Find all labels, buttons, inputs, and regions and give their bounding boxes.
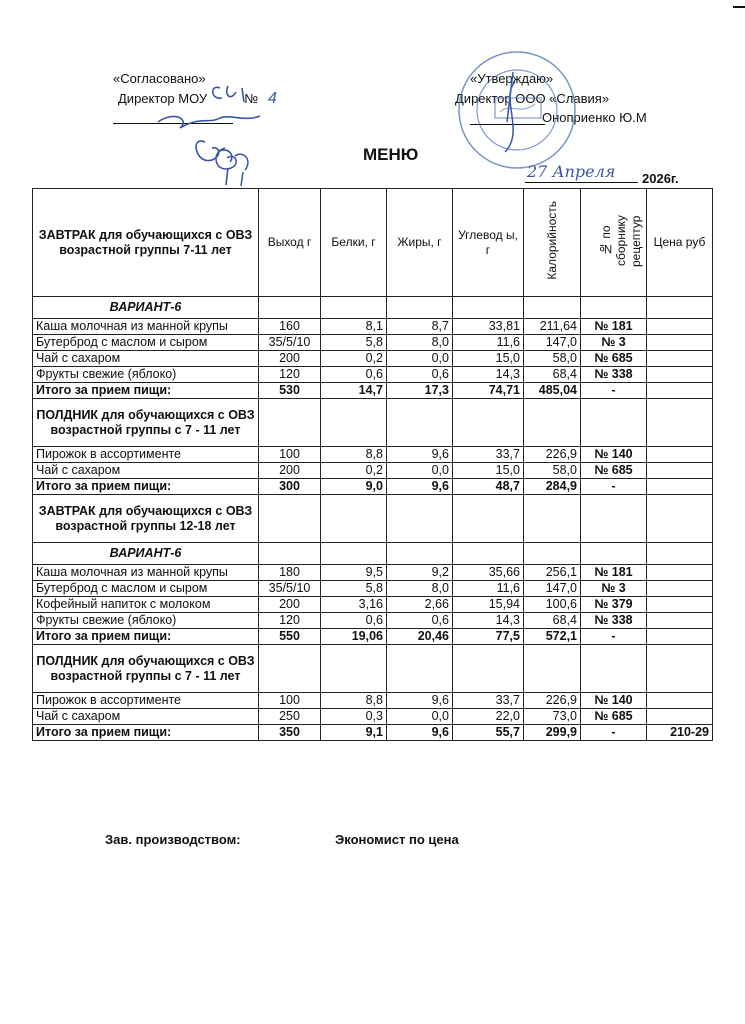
empty-cell (524, 495, 581, 543)
empty-cell (524, 645, 581, 693)
cell-yield: 250 (259, 709, 321, 725)
header-kcal (524, 189, 581, 297)
cell-kcal: 73,0 (524, 709, 581, 725)
empty-cell (321, 645, 387, 693)
empty-cell (581, 297, 647, 319)
company-seal-stamp (455, 42, 585, 182)
total-label: Итого за прием пищи: (33, 725, 259, 741)
empty-cell (453, 495, 524, 543)
cell-protein: 14,7 (321, 383, 387, 399)
header-recipe (581, 189, 647, 297)
cell-carbs: 33,81 (453, 319, 524, 335)
cell-recipe: - (581, 383, 647, 399)
approval-right-title: «Утверждаю» (470, 71, 554, 86)
dish-name: Каша молочная из манной крупы (33, 565, 259, 581)
header-carbs: Углевод ы, г (453, 189, 524, 297)
cell-yield: 200 (259, 351, 321, 367)
cell-kcal: 68,4 (524, 613, 581, 629)
cell-carbs: 14,3 (453, 367, 524, 383)
cell-carbs: 55,7 (453, 725, 524, 741)
cell-recipe: № 3 (581, 581, 647, 597)
cell-protein: 9,5 (321, 565, 387, 581)
empty-cell (453, 297, 524, 319)
header-name: ЗАВТРАК для обучающихся с ОВЗ возрастной группы 7-11 лет (33, 189, 259, 297)
cell-carbs: 15,0 (453, 463, 524, 479)
cell-fat: 8,0 (387, 335, 453, 351)
dish-name: Бутерброд с маслом и сыром (33, 581, 259, 597)
cell-recipe: - (581, 629, 647, 645)
cell-kcal: 58,0 (524, 351, 581, 367)
cell-kcal: 58,0 (524, 463, 581, 479)
cell-carbs: 11,6 (453, 335, 524, 351)
cell-fat: 0,0 (387, 463, 453, 479)
cell-carbs: 33,7 (453, 447, 524, 463)
cell-fat: 0,0 (387, 351, 453, 367)
cell-price (647, 565, 713, 581)
approval-right-name: Оноприенко Ю.М (542, 110, 647, 125)
approval-left-no-label: № (244, 91, 259, 106)
cell-fat: 9,6 (387, 447, 453, 463)
header-price: Цена руб (647, 189, 713, 297)
cell-price (647, 367, 713, 383)
cell-protein: 3,16 (321, 597, 387, 613)
initials-scribble (205, 138, 265, 188)
cell-protein: 5,8 (321, 581, 387, 597)
empty-cell (387, 543, 453, 565)
cell-kcal: 485,04 (524, 383, 581, 399)
dish-name: Фрукты свежие (яблоко) (33, 367, 259, 383)
cell-carbs: 22,0 (453, 709, 524, 725)
dish-name: Кофейный напиток с молоком (33, 597, 259, 613)
cell-kcal: 284,9 (524, 479, 581, 495)
cell-price (647, 597, 713, 613)
empty-cell (321, 297, 387, 319)
cell-fat: 9,6 (387, 693, 453, 709)
total-label: Итого за прием пищи: (33, 383, 259, 399)
dish-name: Чай с сахаром (33, 351, 259, 367)
cell-kcal: 256,1 (524, 565, 581, 581)
empty-cell (259, 297, 321, 319)
menu-table (32, 188, 713, 741)
cell-fat: 17,3 (387, 383, 453, 399)
cell-fat: 0,6 (387, 613, 453, 629)
approval-right-role: Директор ООО «Славия» (455, 91, 610, 106)
cell-yield: 530 (259, 383, 321, 399)
cell-yield: 200 (259, 597, 321, 613)
empty-cell (453, 645, 524, 693)
table-row (33, 581, 713, 597)
cell-price (647, 693, 713, 709)
cell-recipe: № 685 (581, 351, 647, 367)
empty-cell (259, 543, 321, 565)
cell-fat: 8,7 (387, 319, 453, 335)
cell-yield: 100 (259, 447, 321, 463)
empty-cell (647, 297, 713, 319)
empty-cell (581, 495, 647, 543)
section-title: ЗАВТРАК для обучающихся с ОВЗ возрастной группы 12-18 лет (33, 495, 259, 543)
section-title: ПОЛДНИК для обучающихся с ОВЗ возрастной группы с 7 - 11 лет (33, 645, 259, 693)
corner-mark (733, 6, 745, 8)
cell-fat: 0,0 (387, 709, 453, 725)
document-title: МЕНЮ (363, 145, 419, 164)
cell-protein: 8,8 (321, 693, 387, 709)
cell-carbs: 33,7 (453, 693, 524, 709)
cell-yield: 300 (259, 479, 321, 495)
total-row (33, 479, 713, 495)
cell-carbs: 15,94 (453, 597, 524, 613)
empty-cell (453, 543, 524, 565)
cell-yield: 200 (259, 463, 321, 479)
empty-cell (259, 399, 321, 447)
empty-cell (387, 645, 453, 693)
total-label: Итого за прием пищи: (33, 629, 259, 645)
cell-protein: 8,8 (321, 447, 387, 463)
cell-yield: 180 (259, 565, 321, 581)
empty-cell (581, 399, 647, 447)
empty-cell (259, 645, 321, 693)
cell-kcal: 211,64 (524, 319, 581, 335)
empty-cell (581, 543, 647, 565)
empty-cell (524, 297, 581, 319)
cell-kcal: 147,0 (524, 581, 581, 597)
empty-cell (453, 399, 524, 447)
cell-kcal: 299,9 (524, 725, 581, 741)
cell-recipe: № 685 (581, 463, 647, 479)
table-row (33, 463, 713, 479)
cell-price (647, 383, 713, 399)
cell-yield: 550 (259, 629, 321, 645)
cell-recipe: № 338 (581, 367, 647, 383)
approval-left-no-value: 4 (267, 90, 277, 107)
empty-cell (524, 543, 581, 565)
dish-name: Бутерброд с маслом и сыром (33, 335, 259, 351)
table-header-row (33, 189, 713, 297)
empty-cell (387, 297, 453, 319)
cell-protein: 5,8 (321, 335, 387, 351)
cell-recipe: № 685 (581, 709, 647, 725)
cell-carbs: 77,5 (453, 629, 524, 645)
cell-price: 210-29 (647, 725, 713, 741)
cell-price (647, 447, 713, 463)
cell-kcal: 100,6 (524, 597, 581, 613)
dish-name: Пирожок в ассортименте (33, 447, 259, 463)
cell-protein: 0,3 (321, 709, 387, 725)
date-year: 2026г. (642, 171, 679, 186)
cell-yield: 120 (259, 367, 321, 383)
cell-protein: 9,1 (321, 725, 387, 741)
cell-carbs: 35,66 (453, 565, 524, 581)
section-title: ПОЛДНИК для обучающихся с ОВЗ возрастной группы с 7 - 11 лет (33, 399, 259, 447)
cell-price (647, 581, 713, 597)
variant-label: ВАРИАНТ-6 (33, 543, 259, 565)
section-header-row (33, 645, 713, 693)
footer-production-head: Зав. производством: (105, 832, 241, 847)
cell-price (647, 709, 713, 725)
header-recipe-text: № по сборнику рецептур (598, 214, 643, 267)
total-row (33, 383, 713, 399)
cell-recipe: - (581, 479, 647, 495)
cell-price (647, 463, 713, 479)
variant-label: ВАРИАНТ-6 (33, 297, 259, 319)
cell-protein: 0,6 (321, 367, 387, 383)
empty-cell (321, 495, 387, 543)
cell-recipe: № 379 (581, 597, 647, 613)
approval-left-title: «Согласовано» (113, 71, 206, 86)
header-fat: Жиры, г (387, 189, 453, 297)
cell-fat: 9,6 (387, 725, 453, 741)
cell-recipe: - (581, 725, 647, 741)
cell-carbs: 14,3 (453, 613, 524, 629)
cell-recipe: № 338 (581, 613, 647, 629)
cell-fat: 8,0 (387, 581, 453, 597)
cell-protein: 19,06 (321, 629, 387, 645)
empty-cell (387, 495, 453, 543)
empty-cell (259, 495, 321, 543)
cell-carbs: 11,6 (453, 581, 524, 597)
cell-kcal: 572,1 (524, 629, 581, 645)
cell-fat: 20,46 (387, 629, 453, 645)
cell-yield: 350 (259, 725, 321, 741)
cell-yield: 160 (259, 319, 321, 335)
cell-carbs: 74,71 (453, 383, 524, 399)
variant-row (33, 543, 713, 565)
cell-yield: 100 (259, 693, 321, 709)
cell-yield: 120 (259, 613, 321, 629)
table-row (33, 597, 713, 613)
table-row (33, 613, 713, 629)
section-header-row (33, 399, 713, 447)
dish-name: Пирожок в ассортименте (33, 693, 259, 709)
cell-recipe: № 3 (581, 335, 647, 351)
header-kcal-text: Калорийность (544, 201, 559, 280)
table-row (33, 319, 713, 335)
cell-price (647, 319, 713, 335)
cell-fat: 9,2 (387, 565, 453, 581)
total-row (33, 725, 713, 741)
cell-protein: 8,1 (321, 319, 387, 335)
cell-kcal: 68,4 (524, 367, 581, 383)
empty-cell (321, 543, 387, 565)
cell-kcal: 226,9 (524, 447, 581, 463)
cell-price (647, 613, 713, 629)
empty-cell (321, 399, 387, 447)
cell-yield: 35/5/10 (259, 581, 321, 597)
cell-carbs: 15,0 (453, 351, 524, 367)
cell-recipe: № 140 (581, 693, 647, 709)
empty-cell (387, 399, 453, 447)
variant-row (33, 297, 713, 319)
total-label: Итого за прием пищи: (33, 479, 259, 495)
empty-cell (647, 399, 713, 447)
section-header-row (33, 495, 713, 543)
date-line (525, 182, 638, 183)
dish-name: Чай с сахаром (33, 709, 259, 725)
empty-cell (647, 543, 713, 565)
cell-yield: 35/5/10 (259, 335, 321, 351)
table-row (33, 565, 713, 581)
cell-price (647, 629, 713, 645)
empty-cell (581, 645, 647, 693)
table-row (33, 693, 713, 709)
cell-price (647, 479, 713, 495)
cell-protein: 0,2 (321, 463, 387, 479)
approval-left-role-text: Директор МОУ (118, 91, 208, 106)
cell-recipe: № 181 (581, 565, 647, 581)
dish-name: Фрукты свежие (яблоко) (33, 613, 259, 629)
header-protein: Белки, г (321, 189, 387, 297)
table-row (33, 447, 713, 463)
cell-recipe: № 181 (581, 319, 647, 335)
table-row (33, 335, 713, 351)
empty-cell (647, 645, 713, 693)
dish-name: Чай с сахаром (33, 463, 259, 479)
empty-cell (647, 495, 713, 543)
header-yield: Выход г (259, 189, 321, 297)
cell-fat: 9,6 (387, 479, 453, 495)
cell-price (647, 351, 713, 367)
footer-economist: Экономист по цена (335, 832, 459, 847)
cell-fat: 2,66 (387, 597, 453, 613)
cell-kcal: 147,0 (524, 335, 581, 351)
date-handwritten: 27 Апреля (527, 162, 616, 181)
empty-cell (524, 399, 581, 447)
cell-protein: 0,2 (321, 351, 387, 367)
cell-recipe: № 140 (581, 447, 647, 463)
cell-protein: 9,0 (321, 479, 387, 495)
cell-carbs: 48,7 (453, 479, 524, 495)
cell-kcal: 226,9 (524, 693, 581, 709)
cell-protein: 0,6 (321, 613, 387, 629)
table-row (33, 709, 713, 725)
cell-fat: 0,6 (387, 367, 453, 383)
table-row (33, 367, 713, 383)
total-row (33, 629, 713, 645)
dish-name: Каша молочная из манной крупы (33, 319, 259, 335)
cell-price (647, 335, 713, 351)
table-row (33, 351, 713, 367)
